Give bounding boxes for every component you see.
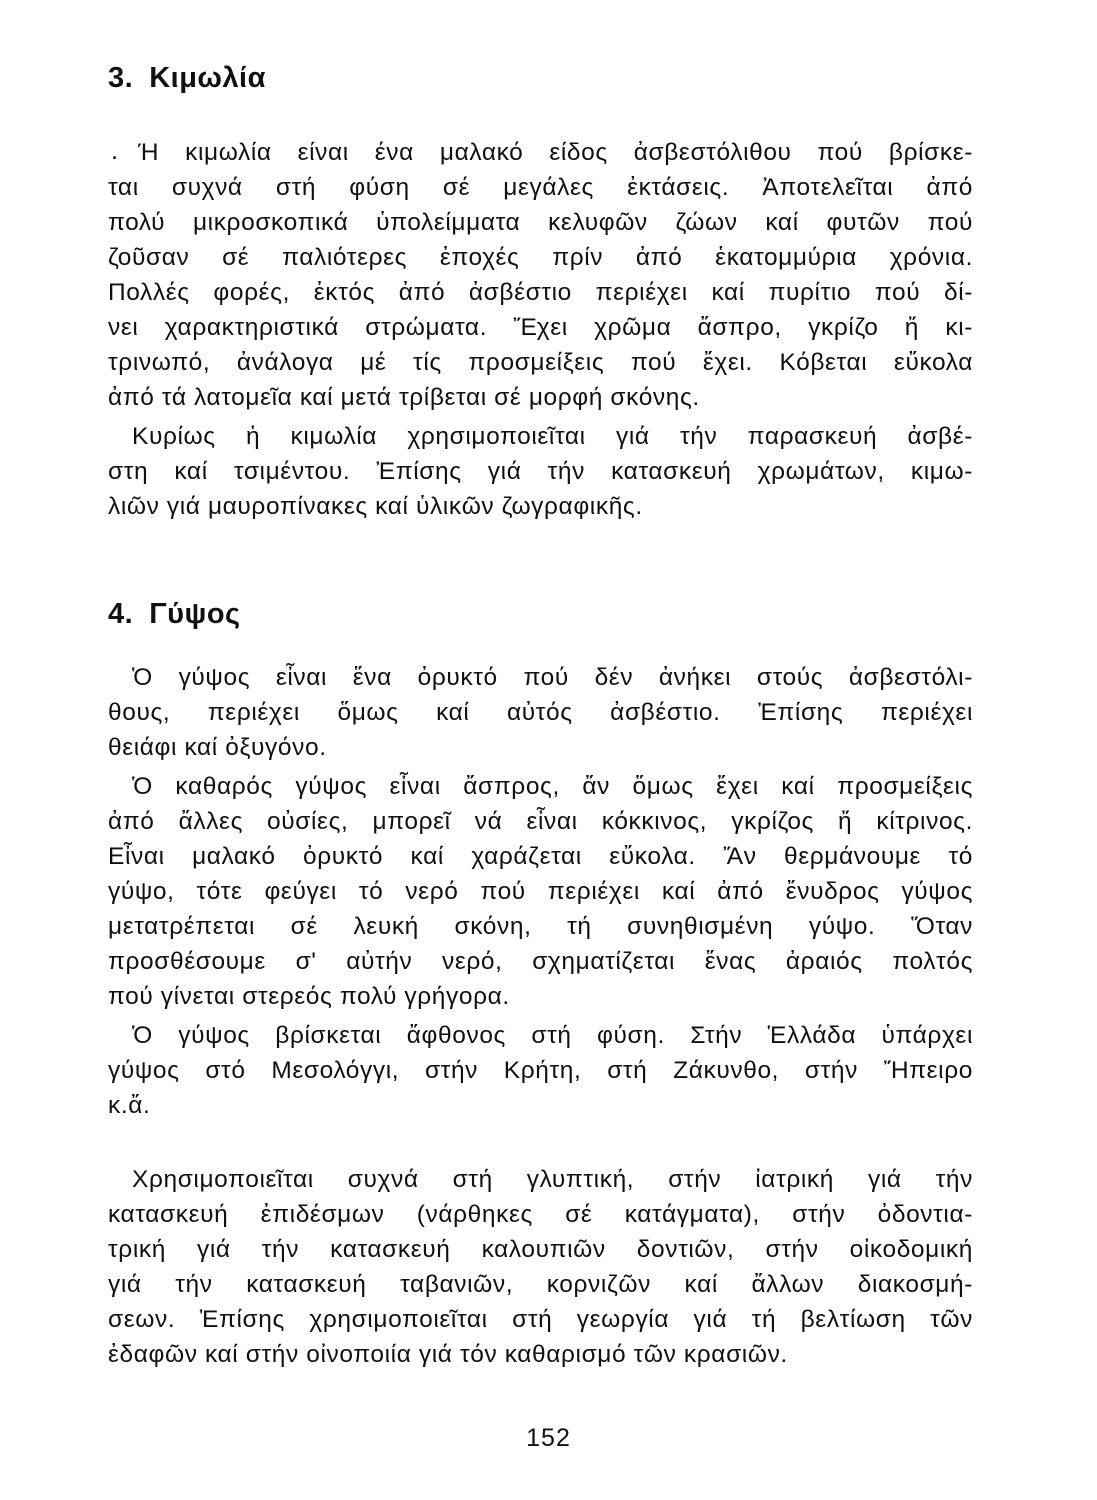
section-4-heading <box>108 598 241 631</box>
paragraph-line: θειάφι καί ὀξυγόνο. <box>108 734 327 761</box>
paragraph-line: Χρησιμοποιεῖται συχνά στή γλυπτική, στήν ἰατρική γιά τήν <box>132 1166 973 1193</box>
paragraph-line: ἐδαφῶν καί στήν οἰνοποιία γιά τόν καθαρισμό τῶν κρασιῶν. <box>108 1341 788 1368</box>
paragraph-line: πολύ μικροσκοπικά ὑπολείμματα κελυφῶν ζώων καί φυτῶν πού <box>108 209 973 236</box>
paragraph-line: προσθέσουμε σ' αὐτήν νερό, σχηματίζεται ἕνας ἀραιός πολτός <box>108 948 973 975</box>
paragraph-line: γύψο, τότε φεύγει τό νερό πού περιέχει καί ἀπό ἔνυδρος γύψος <box>108 878 973 905</box>
paragraph-line: Πολλές φορές, ἐκτός ἀπό ἀσβέστιο περιέχει καί πυρίτιο πού δί- <box>108 279 973 306</box>
paragraph-line: θους, περιέχει ὅμως καί αὐτός ἀσβέστιο. Ἐπίσης περιέχει <box>108 699 973 726</box>
paragraph-line: στη καί τσιμέντου. Ἐπίσης γιά τήν κατασκευή χρωμάτων, κιμω- <box>108 458 973 485</box>
page-number: 152 <box>526 1424 571 1452</box>
paragraph-line: Ὁ γύψος εἶναι ἕνα ὀρυκτό πού δέν ἀνήκει στούς ἀσβεστόλι- <box>132 664 973 691</box>
section-4-number: 4. <box>108 598 134 630</box>
paragraph-line: τρινωπό, ἀνάλογα μέ τίς προσμείξεις πού ἔχει. Κόβεται εὔκολα <box>108 349 973 376</box>
stray-mark: · <box>112 148 118 168</box>
section-4-title: Γύψος <box>149 598 241 630</box>
paragraph-line: γύψος στό Μεσολόγγι, στήν Κρήτη, στή Ζάκυνθο, στήν Ἤπειρο <box>108 1057 973 1084</box>
paragraph-line: ζοῦσαν σέ παλιότερες ἐποχές πρίν ἀπό ἑκατομμύρια χρόνια. <box>108 244 973 271</box>
paragraph-line: γιά τήν κατασκευή ταβανιῶν, κορνιζῶν καί ἄλλων διακοσμή- <box>108 1271 973 1298</box>
paragraph-line: κατασκευή ἐπιδέσμων (νάρθηκες σέ κατάγματα), στήν ὀδοντια- <box>108 1201 973 1228</box>
paragraph-line: Εἶναι μαλακό ὀρυκτό καί χαράζεται εὔκολα. Ἄν θερμάνουμε τό <box>108 843 973 870</box>
paragraph-line: σεων. Ἐπίσης χρησιμοποιεῖται στή γεωργία γιά τή βελτίωση τῶν <box>108 1306 973 1333</box>
paragraph-line: ἀπό ἄλλες οὐσίες, μπορεῖ νά εἶναι κόκκινος, γκρίζος ἤ κίτρινος. <box>108 808 973 835</box>
section-3-title: Κιμωλία <box>149 62 266 94</box>
paragraph-line: τρική γιά τήν κατασκευή καλουπιῶν δοντιῶν, στήν οἰκοδομική <box>108 1236 973 1263</box>
section-3-heading <box>108 62 266 95</box>
paragraph-line: Ὁ καθαρός γύψος εἶναι ἄσπρος, ἄν ὅμως ἔχει καί προσμείξεις <box>132 773 973 800</box>
paragraph-line: Κυρίως ἡ κιμωλία χρησιμοποιεῖται γιά τήν παρασκευή ἀσβέ- <box>132 423 973 450</box>
paragraph-line: κ.ἄ. <box>108 1092 151 1119</box>
paragraph-line: ἀπό τά λατομεῖα καί μετά τρίβεται σέ μορφή σκόνης. <box>108 384 700 411</box>
section-3-number: 3. <box>108 62 134 94</box>
paragraph-line: Ὁ γύψος βρίσκεται ἄφθονος στή φύση. Στήν Ἑλλάδα ὑπάρχει <box>132 1022 973 1049</box>
paragraph-line: πού γίνεται στερεός πολύ γρήγορα. <box>108 983 510 1010</box>
paragraph-line: νει χαρακτηριστικά στρώματα. Ἔχει χρῶμα ἄσπρο, γκρίζο ἤ κι- <box>108 314 973 341</box>
paragraph-line: Ή κιμωλία είναι ένα μαλακό είδος ἀσβεστόλιθου πού βρίσκε- <box>138 139 973 166</box>
paragraph-line: λιῶν γιά μαυροπίνακες καί ὑλικῶν ζωγραφικῆς. <box>108 493 643 520</box>
paragraph-line: ται συχνά στή φύση σέ μεγάλες ἐκτάσεις. Ἀποτελεῖται ἀπό <box>108 174 973 201</box>
paragraph-line: μετατρέπεται σέ λευκή σκόνη, τή συνηθισμένη γύψο. Ὅταν <box>108 913 973 940</box>
